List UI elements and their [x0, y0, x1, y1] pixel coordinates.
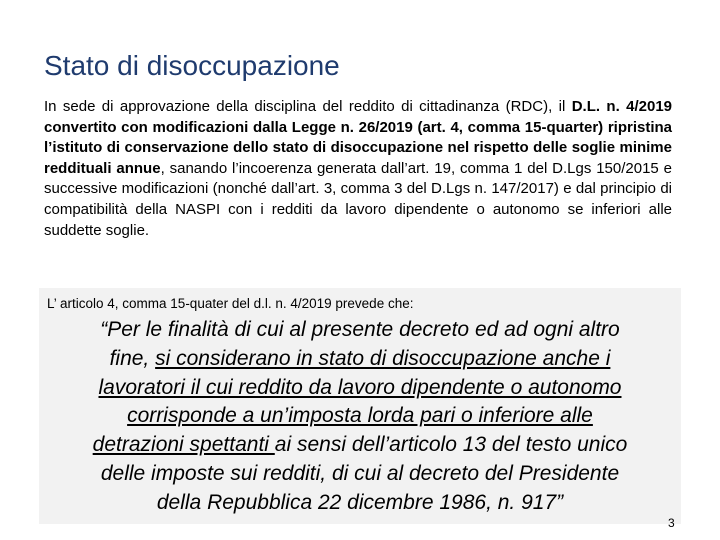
quote-line-5 — [41, 431, 679, 460]
page-number: 3 — [668, 516, 675, 530]
intro-highlight: ripristina l’istituto di conservazione dello stato di disoccupazione nel rispetto delle soglie minime reddituali annue — [44, 118, 672, 177]
intro-text-start: In sede di approvazione della disciplina del reddito di cittadinanza (RDC), il — [44, 98, 572, 115]
slide-title: Stato di disoccupazione — [44, 50, 340, 81]
quote-line-1: “Per le finalità di cui al presente decreto ed ad ogni altro — [100, 318, 620, 341]
quote-line-2-underlined: si considerano in stato di disoccupazione anche i — [155, 346, 611, 370]
law-quote — [41, 316, 679, 518]
quote-intro: L’ articolo 4, comma 15-quater del d.l. n. 4/2019 prevede che: — [47, 296, 414, 311]
intro-law-reference: D.L. n. 4/2019 convertito con modificazioni dalla Legge n. 26/2019 (art. 4, comma 15-quarter) — [44, 98, 673, 136]
quote-panel — [39, 288, 681, 524]
quote-line-2-start: fine, — [109, 346, 156, 370]
intro-paragraph — [44, 97, 672, 241]
quote-line-3: lavoratori il cui reddito da lavoro dipendente o autonomo — [98, 375, 622, 399]
quote-line-2 — [41, 345, 679, 374]
quote-line-5-underlined: detrazioni spettanti — [92, 433, 275, 457]
quote-line-4: corrisponde a un’imposta lorda pari o inferiore alle — [127, 404, 593, 428]
quote-line-6: delle imposte sui redditi, di cui al decreto del Presidente — [100, 461, 620, 485]
quote-line-7: della Repubblica 22 dicembre 1986, n. 917” — [156, 490, 564, 514]
quote-line-5-end: ai sensi dell’articolo 13 del testo unico — [274, 433, 628, 457]
intro-text-end: , sanando l’incoerenza generata dall’art. 19, comma 1 del D.Lgs 150/2015 e successive modificazioni (nonché dall’art. 3, comma 3 del D.Lgs n. 147/2017) e dal principio di compatibilità della NASPI con i redditi da lavoro dipendente o autonomo se inferiori alle suddette soglie. — [44, 159, 672, 239]
